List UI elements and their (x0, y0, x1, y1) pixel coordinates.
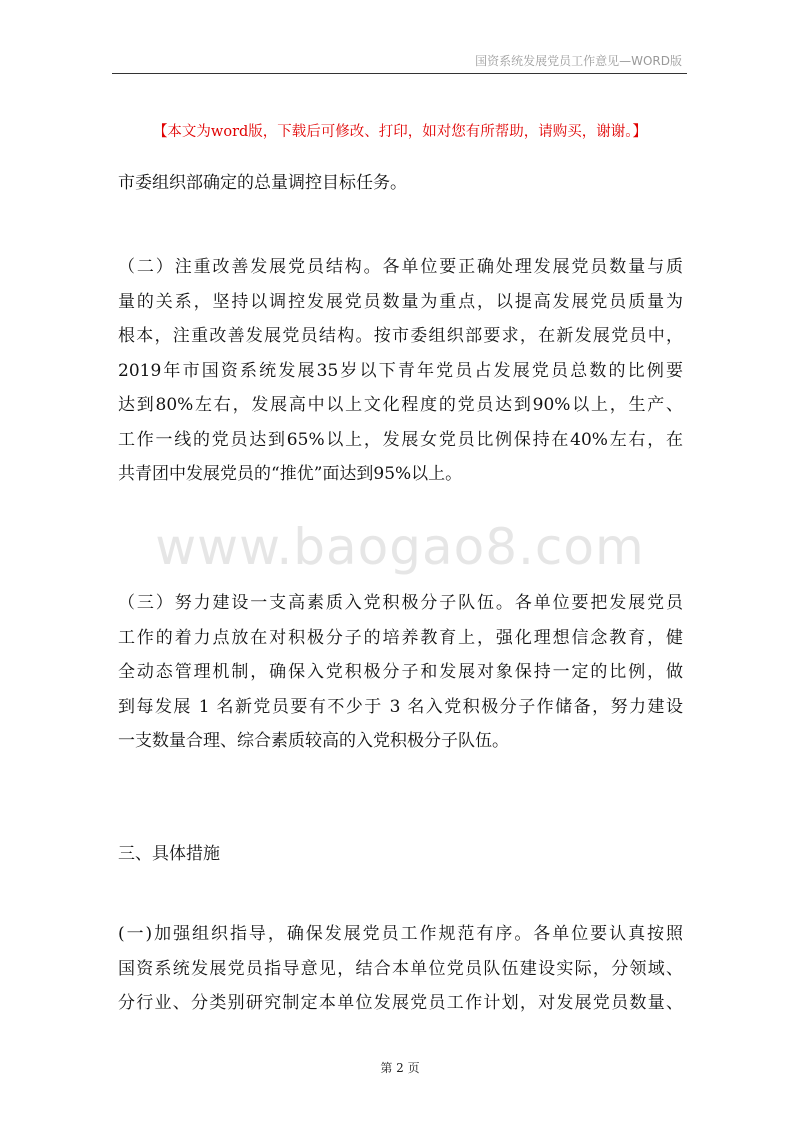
text-line: 市委组织部确定的总量调控目标任务。 (118, 173, 407, 193)
page-number: 第 2 页 (380, 1061, 420, 1075)
text-line: （二）注重改善发展党员结构。各单位要正确处理发展党员数量与质 (118, 257, 683, 277)
text-line: 根本，注重改善发展党员结构。按市委组织部要求，在新发展党员中， (118, 326, 683, 346)
text-line: 量的关系，坚持以调控发展党员数量为重点，以提高发展党员质量为 (118, 291, 683, 312)
text-line: (一)加强组织指导，确保发展党员工作规范有序。各单位要认真按照 (118, 924, 683, 944)
text-line: 国资系统发展党员指导意见，结合本单位党员队伍建设实际，分领域、 (118, 958, 683, 979)
text-line: 达到80%左右，发展高中以上文化程度的党员达到90%以上，生产、 (118, 395, 683, 415)
text-line: 分行业、分类别研究制定本单位发展党员工作计划，对发展党员数量、 (118, 993, 683, 1013)
text-line: 到每发展 1 名新党员要有不少于 3 名入党积极分子作储备，努力建设 (118, 696, 683, 717)
text-line: 共青团中发展党员的“推优”面达到95%以上。 (118, 464, 463, 484)
paragraph-section-3 (118, 586, 683, 759)
text-line: 工作一线的党员达到65%以上，发展女党员比例保持在40%左右，在 (118, 429, 683, 450)
text-line: 一支数量合理、综合素质较高的入党积极分子队伍。 (118, 731, 509, 751)
text-line: 2019年市国资系统发展35岁以下青年党员占发展党员总数的比例要 (118, 360, 683, 381)
section-heading (118, 837, 683, 872)
paragraph-section-2 (118, 250, 683, 492)
text-line: （三）努力建设一支高素质入党积极分子队伍。各单位要把发展党员 (118, 593, 683, 613)
heading-text: 三、具体措施 (118, 844, 220, 864)
watermark: www.baogao8.com (155, 518, 645, 576)
paragraph-continuation (118, 166, 683, 201)
header-divider (112, 73, 687, 74)
document-header-title: 国资系统发展党员工作意见—WORD版 (475, 54, 682, 68)
purchase-notice: 【本文为word版，下载后可修改、打印，如对您有所帮助，请购买，谢谢。】 (152, 124, 648, 140)
text-line: 工作的着力点放在对积极分子的培养教育上，强化理想信念教育，健 (118, 627, 683, 648)
paragraph-measure-1 (118, 917, 683, 1021)
text-line: 全动态管理机制，确保入党积极分子和发展对象保持一定的比例，做 (118, 662, 683, 682)
